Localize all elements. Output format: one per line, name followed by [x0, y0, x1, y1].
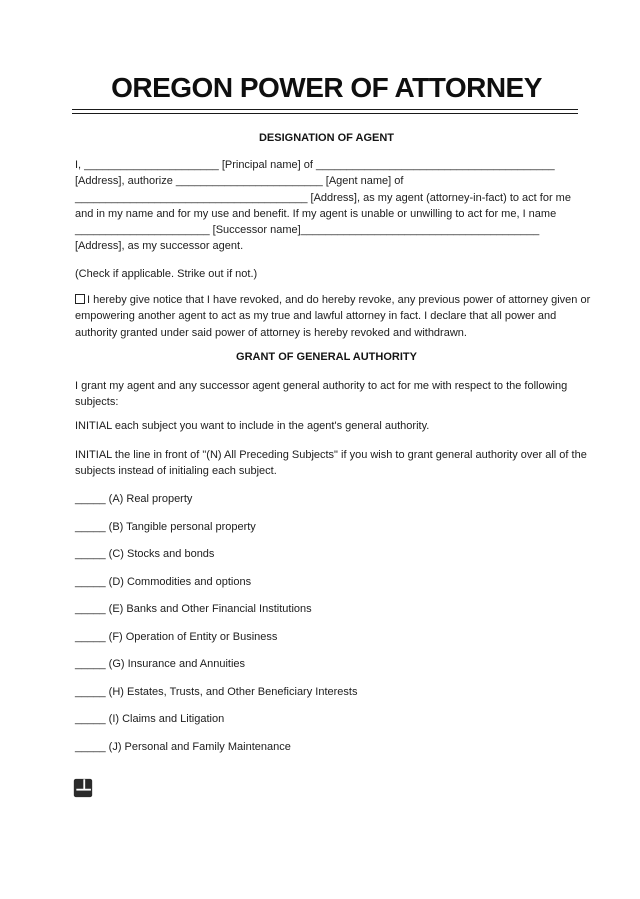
initial-all-line-2: subjects instead of initialing each subject. [75, 465, 277, 478]
revocation-text: I hereby give notice that I have revoked, and do hereby revoke, any previous power of attorney given or [87, 294, 591, 307]
subject-label: (F) Operation of Entity or Business [105, 630, 278, 643]
revocation-line-2: empowering another agent to act as my true and lawful attorney in fact. I declare that all power and [75, 310, 557, 323]
subject-row-h [75, 684, 578, 700]
revocation-line-1 [75, 292, 591, 308]
subject-row-e [75, 601, 578, 617]
subject-row-d [75, 574, 578, 590]
designation-paragraph [75, 157, 578, 255]
grant-intro-paragraph [75, 378, 578, 411]
subject-label: (A) Real property [105, 493, 193, 506]
subject-row-b [75, 519, 578, 535]
initial-line[interactable]: _____ [75, 658, 106, 671]
initial-line[interactable]: _____ [75, 548, 106, 561]
document-title: OREGON POWER OF ATTORNEY [111, 72, 542, 103]
subject-row-c [75, 546, 578, 562]
grant-intro-line-2: subjects: [75, 396, 119, 409]
subject-row-j [75, 739, 578, 755]
designation-text-line: [Address], as my successor agent. [75, 240, 244, 253]
title-divider [72, 109, 578, 114]
subject-label: (I) Claims and Litigation [105, 713, 225, 726]
subject-label: (G) Insurance and Annuities [105, 658, 246, 671]
check-if-applicable-note: (Check if applicable. Strike out if not.) [75, 267, 258, 280]
subject-label: (J) Personal and Family Maintenance [105, 740, 291, 753]
subject-row-a [75, 491, 578, 507]
document-page [0, 71, 640, 798]
initial-line[interactable]: _____ [75, 713, 106, 726]
subject-label: (H) Estates, Trusts, and Other Beneficiary Interests [105, 685, 358, 698]
initial-line[interactable]: _____ [75, 493, 106, 506]
initial-line[interactable]: _____ [75, 603, 106, 616]
fill-in-line-agent[interactable]: [Address], authorize ________________________ [Agent name] of [75, 175, 404, 188]
subject-label: (B) Tangible personal property [105, 520, 256, 533]
fill-in-line-agent-address[interactable]: ______________________________________ [Address], as my agent (attorney-in-fact) to act for me [75, 191, 571, 204]
designation-text-line: and in my name and for my use and benefit. If my agent is unable or unwilling to act for me, I name [75, 207, 557, 220]
revocation-line-3: authority granted under said power of attorney is hereby revoked and withdrawn. [75, 326, 467, 339]
subject-label: (D) Commodities and options [105, 575, 252, 588]
subject-row-g [75, 656, 578, 672]
subject-label: (C) Stocks and bonds [105, 548, 215, 561]
subjects-list [75, 491, 578, 755]
fill-in-line-principal[interactable]: I, ______________________ [Principal name] of _______________________________________ [75, 159, 555, 171]
revocation-clause [75, 292, 591, 341]
initial-all-line-1: INITIAL the line in front of "(N) All Preceding Subjects" if you wish to grant general authority over all of the [75, 448, 587, 461]
initial-all-instruction [75, 447, 587, 480]
initial-each-instruction: INITIAL each subject you want to include in the agent's general authority. [75, 419, 430, 432]
subject-label: (E) Banks and Other Financial Institutions [105, 603, 312, 616]
section-heading-grant: GRANT OF GENERAL AUTHORITY [236, 350, 417, 363]
initial-line[interactable]: _____ [75, 575, 106, 588]
subject-row-f [75, 629, 578, 645]
fill-in-line-successor[interactable]: ______________________ [Successor name]_______________________________________ [75, 224, 540, 237]
initial-line[interactable]: _____ [75, 740, 106, 753]
grant-intro-line-1: I grant my agent and any successor agent general authority to act for me with respect to the following [75, 379, 568, 392]
section-heading-designation: DESIGNATION OF AGENT [258, 132, 395, 144]
initial-line[interactable]: _____ [75, 520, 106, 533]
subject-row-i [75, 711, 578, 727]
initial-line[interactable]: _____ [75, 685, 106, 698]
revocation-checkbox[interactable] [75, 294, 85, 304]
legal-templates-logo-icon [73, 778, 93, 798]
initial-line[interactable]: _____ [75, 630, 106, 643]
